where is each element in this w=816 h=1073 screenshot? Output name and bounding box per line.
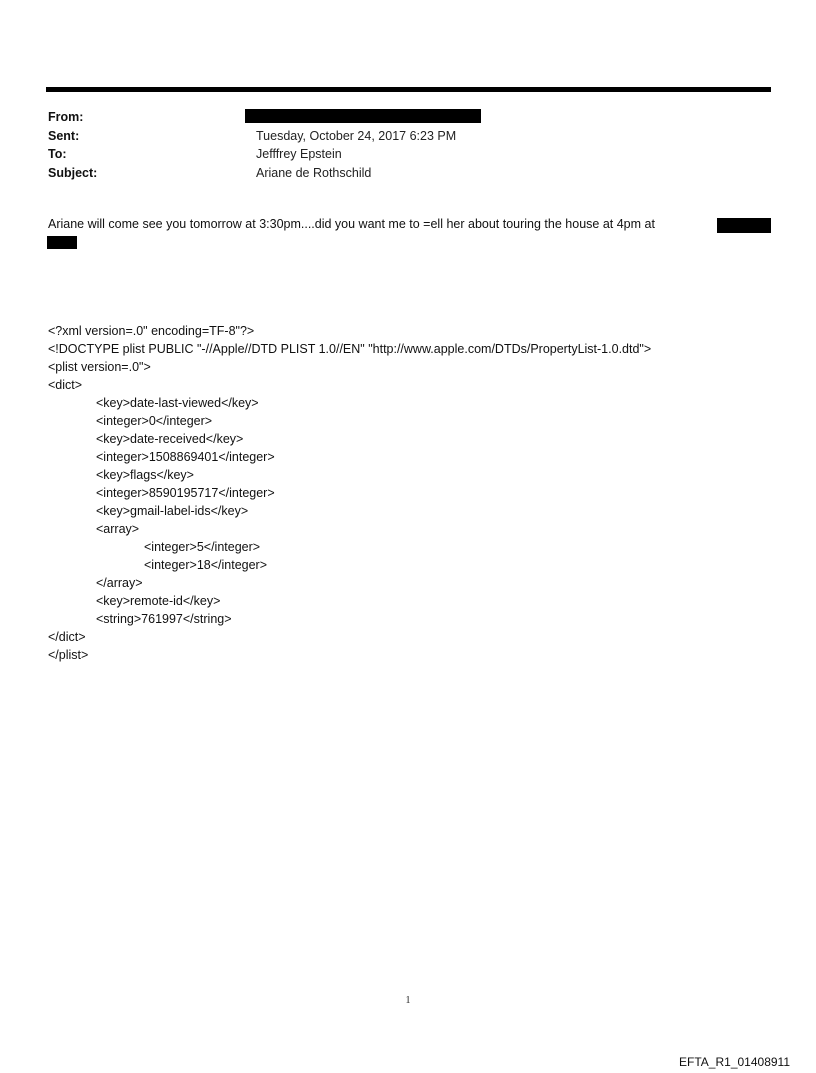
subject-label: Subject: xyxy=(48,165,98,180)
email-header xyxy=(48,108,768,182)
plist-line: <integer>5</integer> xyxy=(144,540,261,554)
header-divider xyxy=(46,87,771,92)
redaction-box xyxy=(245,109,481,123)
email-body: Ariane will come see you tomorrow at 3:30pm....did you want me to =ell her about touring the house at 4pm at xyxy=(48,217,655,231)
bates-id: EFTA_R1_01408911 xyxy=(679,1055,790,1069)
sent-value: Tuesday, October 24, 2017 6:23 PM xyxy=(256,128,457,143)
header-row-sent xyxy=(48,127,768,146)
sent-label: Sent: xyxy=(48,128,80,143)
plist-line: <integer>8590195717</integer> xyxy=(96,486,275,500)
plist-line: <!DOCTYPE plist PUBLIC "-//Apple//DTD PLIST 1.0//EN" "http://www.apple.com/DTDs/PropertyList-1.0.dtd"> xyxy=(48,342,652,356)
to-value: Jefffrey Epstein xyxy=(256,147,342,161)
plist-line: <dict> xyxy=(48,378,83,392)
subject-value: Ariane de Rothschild xyxy=(256,165,372,180)
plist-line: <array> xyxy=(96,522,140,536)
header-row-to xyxy=(48,145,768,164)
plist-metadata xyxy=(48,322,768,664)
plist-line: <key>date-received</key> xyxy=(96,432,244,446)
plist-line: </dict> xyxy=(48,630,86,644)
page-number: 1 xyxy=(405,995,411,1006)
plist-line: <key>gmail-label-ids</key> xyxy=(96,504,249,518)
plist-line: <integer>18</integer> xyxy=(144,558,268,572)
plist-line: <plist version=.0"> xyxy=(48,360,151,374)
to-label: To: xyxy=(48,147,67,161)
header-row-from xyxy=(48,108,768,127)
from-label: From: xyxy=(48,110,84,124)
redaction-box xyxy=(47,236,77,249)
plist-line: <key>flags</key> xyxy=(96,468,194,482)
plist-line: <string>761997</string> xyxy=(96,612,232,626)
plist-line: <key>date-last-viewed</key> xyxy=(96,396,259,410)
header-row-subject xyxy=(48,164,768,183)
redaction-box xyxy=(717,218,771,233)
plist-line: </array> xyxy=(96,576,143,590)
plist-line: <integer>0</integer> xyxy=(96,414,213,428)
plist-line: <?xml version=.0" encoding=TF-8"?> xyxy=(48,324,255,338)
plist-line: </plist> xyxy=(48,648,89,662)
plist-line: <integer>1508869401</integer> xyxy=(96,450,275,464)
plist-line: <key>remote-id</key> xyxy=(96,594,221,608)
